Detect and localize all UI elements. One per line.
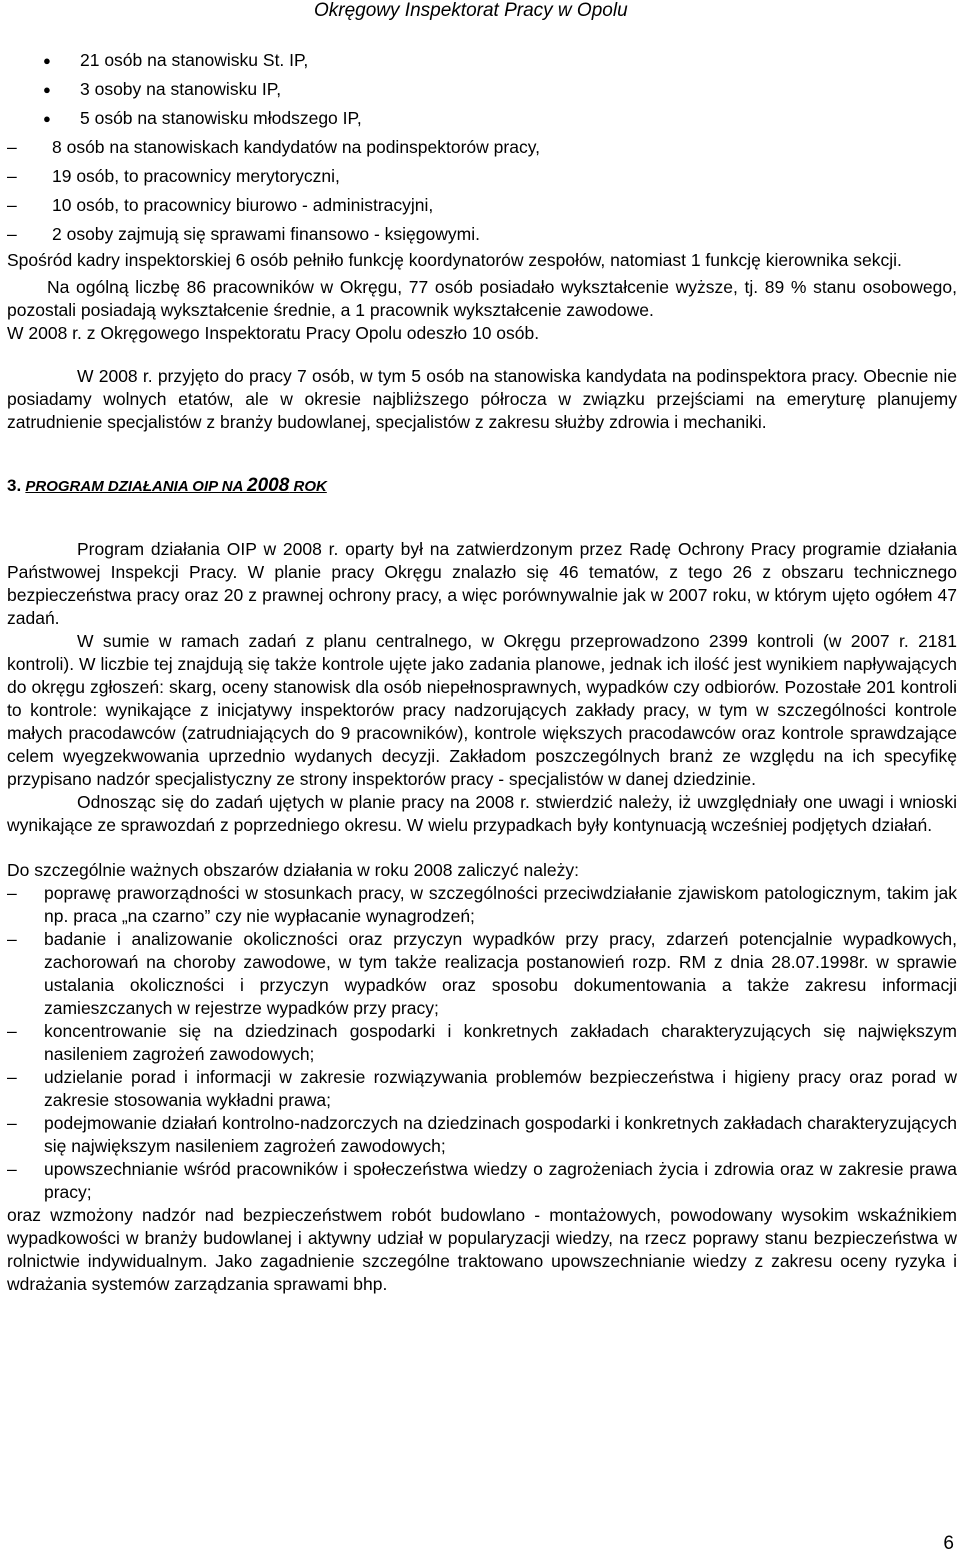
list-item: – podejmowanie działań kontrolno-nadzorczych na dziedzinach gospodarki i konkretnych zakładach charakteryzujących się największym nasileniem zagrożeń zawodowych; <box>7 1113 957 1156</box>
list-item: – udzielanie porad i informacji w zakresie rozwiązywania problemów bezpieczeństwa i higieny pracy oraz porad w zakresie stosowania wykładni prawa; <box>7 1067 957 1110</box>
dash-icon: – <box>7 1067 17 1087</box>
list-item: – upowszechnianie wśród pracowników i społeczeństwa wiedzy o zagrożeniach życia i zdrowia oraz w zakresie prawa pracy; <box>7 1159 957 1202</box>
dash-icon: – <box>7 883 17 903</box>
list-item: – badanie i analizowanie okoliczności oraz przyczyn wypadków przy pracy, zdarzeń potencjalnie wypadkowych, zachorowań na choroby zawodowe, w tym także realizacja postanowień rozp. RM z dnia 28.07.1998r. w sprawie ustalania okoliczności i przyczyn wypadków oraz sposobu dokumentowania a także zakresu informacji zamieszczanych w rejestrze wypadków przy pracy; <box>7 929 957 1018</box>
bullet-icon: ● <box>43 82 51 97</box>
closing-paragraph: oraz wzmożony nadzór nad bezpieczeństwem robót budowlano - montażowych, powodowany wysokim wskaźnikiem wypadkowości w branży budowlanej i aktywny udział w popularyzacji wiedzy, na rzecz poprawy stanu bezpieczeństwa w rolnictwie indywidualnym. Jako zagadnienie szczególne traktowano upowszechnianie wiedzy z zakresu oceny ryzyka i wdrażania systemów zarządzania sprawami bhp. <box>7 1205 957 1294</box>
bullet-icon: ● <box>43 53 51 68</box>
program-paragraph-2: W sumie w ramach zadań z planu centralnego, w Okręgu przeprowadzono 2399 kontroli (w 2007 r. 2181 kontroli). W liczbie tej znajdują się także kontrole ujęte jako zadania planowe, jednak ich ilość jest wynikiem napływających do okręgu zgłoszeń: skarg, oceny stanowisk dla osób niepełnosprawnych, wypadków czy odbiorów. Pozostałe 201 kontroli to kontrole: wynikające z inicjatywy inspektorów pracy nadzorujących zakłady pracy, w tym w szczególności kontrole małych pracodawców (zatrudniających do 9 pracowników), kontrole większych pracodawców oraz kontrole sprawdzające celem wyegzekwowania uprzednio wydanych decyzji. Zakładom poszczególnych branż ze względu na ich specyfikę przypisano nadzór specjalistyczny ze strony inspektorów pracy - specjalistów w danej dziedzinie. <box>7 631 957 789</box>
staff-dash-list <box>7 133 957 249</box>
coordinators-paragraph: Spośród kadry inspektorskiej 6 osób pełniło funkcję koordynatorów zespołów, natomiast 1 funkcję kierownika sekcji. <box>7 250 902 270</box>
staff-bullet-list <box>7 46 957 133</box>
header-title: Okręgowy Inspektorat Pracy w Opolu <box>314 0 628 21</box>
list-item: – poprawę praworządności w stosunkach pracy, w szczególności przeciwdziałanie zjawiskom patologicznym, takim jak np. praca „na czarno” czy nie wypłacanie wynagrodzeń; <box>7 883 957 926</box>
program-paragraph-1: Program działania OIP w 2008 r. oparty był na zatwierdzonym przez Radę Ochrony Pracy programie działania Państwowej Inspekcji Pracy. W planie pracy Okręgu znalazło się 46 tematów, z tego 26 z obszaru technicznego bezpieczeństwa pracy oraz 20 z prawnej ochrony pracy, a więc porównywalnie jak w 2007 roku, w którym ujęto ogółem 47 zadań. <box>7 539 957 628</box>
areas-list <box>7 882 957 1204</box>
list-item: ● 21 osób na stanowisku St. IP, <box>7 46 957 75</box>
section-heading: 3. PROGRAM DZIAŁANIA OIP NA 2008 ROK <box>7 475 327 496</box>
dash-icon: – <box>7 1021 17 1041</box>
dash-icon: – <box>7 137 17 157</box>
dash-icon: – <box>7 224 17 244</box>
dash-icon: – <box>7 195 17 215</box>
hired-paragraph: W 2008 r. przyjęto do pracy 7 osób, w tym 5 osób na stanowiska kandydata na podinspektora pracy. Obecnie nie posiadamy wolnych etatów, ale w okresie najbliższego półrocza w związku przejściami na emeryturę planujemy zatrudnienie specjalistów z branży budowlanej, specjalistów z zakresu służby zdrowia i mechaniki. <box>7 366 957 432</box>
dash-icon: – <box>7 166 17 186</box>
list-item: ● 3 osoby na stanowisku IP, <box>7 75 957 104</box>
staff-left-paragraph: W 2008 r. z Okręgowego Inspektoratu Pracy Opolu odeszło 10 osób. <box>7 323 540 343</box>
list-item: – koncentrowanie się na dziedzinach gospodarki i konkretnych zakładach charakteryzujących się największym nasileniem zagrożeń zawodowych; <box>7 1021 957 1064</box>
dash-icon: – <box>7 1159 17 1179</box>
education-paragraph: Na ogólną liczbę 86 pracowników w Okręgu, 77 osób posiadało wykształcenie wyższe, tj. 89 % stanu osobowego, pozostali posiadają wykształcenie średnie, a 1 pracownik wykształcenie zawodowe. <box>7 277 957 320</box>
page-number: 6 <box>943 1533 954 1554</box>
list-item: – 2 osoby zajmują się sprawami finansowo - księgowymi. <box>7 220 957 249</box>
bullet-icon: ● <box>43 111 51 126</box>
list-item: ● 5 osób na stanowisku młodszego IP, <box>7 104 957 133</box>
list-item: – 10 osób, to pracownicy biurowo - administracyjni, <box>7 191 957 220</box>
areas-intro: Do szczególnie ważnych obszarów działania w roku 2008 zaliczyć należy: <box>7 860 579 880</box>
list-item: – 19 osób, to pracownicy merytoryczni, <box>7 162 957 191</box>
dash-icon: – <box>7 1113 17 1133</box>
program-paragraph-3: Odnosząc się do zadań ujętych w planie pracy na 2008 r. stwierdzić należy, iż uwzględniały one uwagi i wnioski wynikające ze sprawozdań z poprzedniego okresu. W wielu przypadkach były kontynuacją wcześniej podjętych działań. <box>7 792 957 835</box>
dash-icon: – <box>7 929 17 949</box>
list-item: – 8 osób na stanowiskach kandydatów na podinspektorów pracy, <box>7 133 957 162</box>
page-body <box>7 46 957 1296</box>
